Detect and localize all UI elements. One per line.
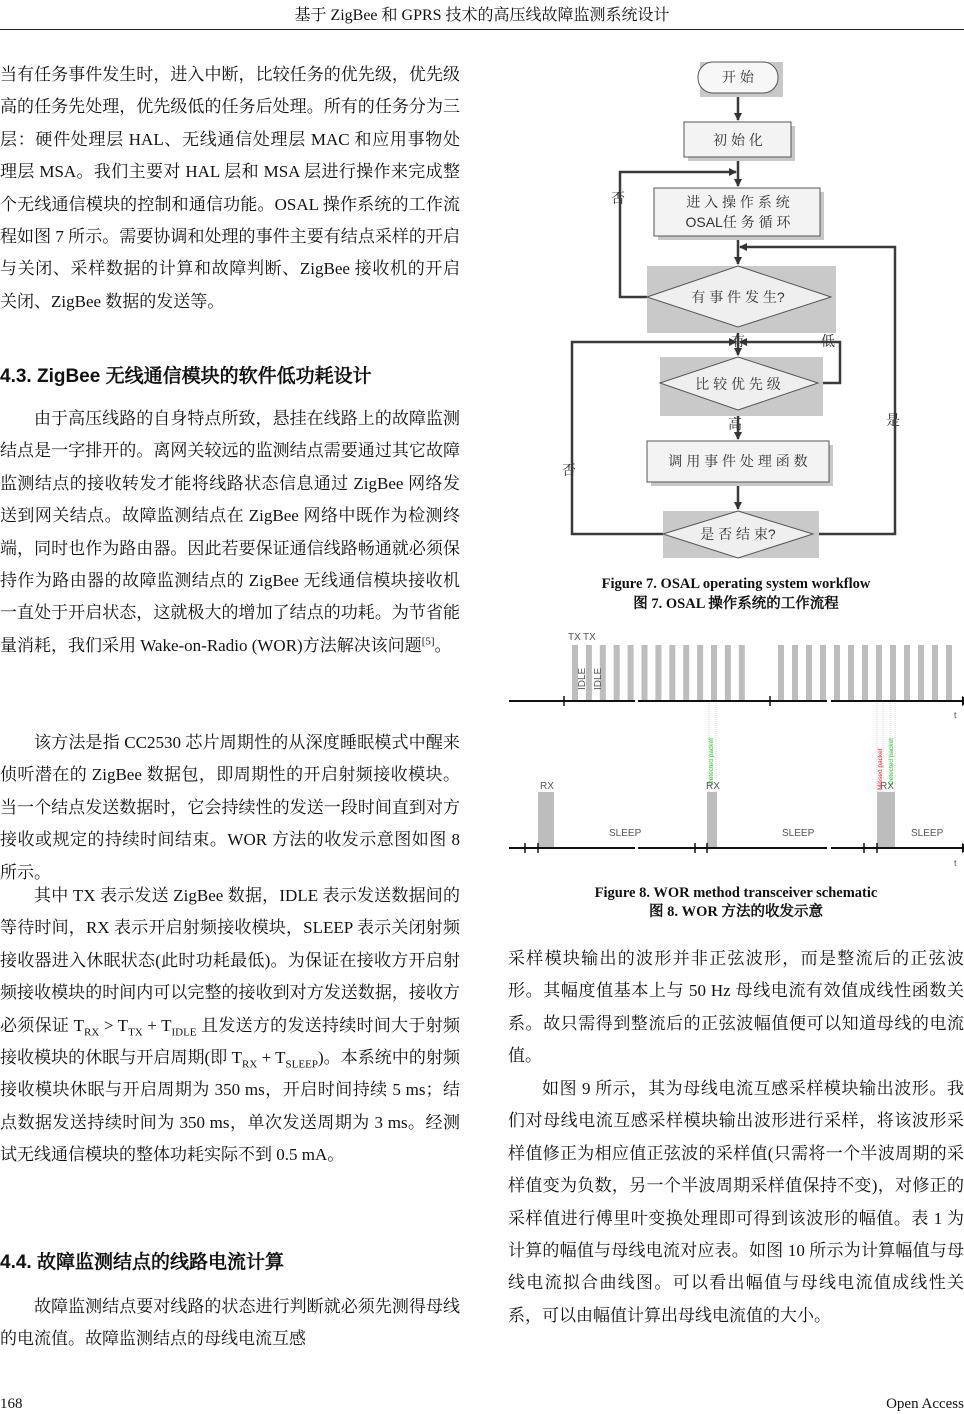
missed-packet-label: Missed packet [877,748,884,790]
enter-label-1: 进 入 操 作 系 统 [686,194,790,210]
call-label: 调 用 事 件 处 理 函 数 [668,453,808,469]
end-label: 是 否 结 束? [700,526,776,542]
tx-pulse [778,645,784,701]
idle-label: IDLE [577,667,588,690]
t: 其中 TX 表示发送 ZigBee 数据，IDLE 表示发送数据间的等待时间，RX 表示开启射频接收模块，SLEEP 表示关闭射频接收器进入休眠状态(此时功耗最低)。为保证在接收方开启射频接收模块的时间内可以完整的接收到对方发送数据，接收方必须保证 T [0,886,460,1035]
t: + T [142,1015,172,1035]
tx-pulse [697,645,703,701]
tx-pulse [848,645,854,701]
sub: RX [242,1058,258,1071]
paragraph-wor-params [0,880,460,1172]
section-heading-4-4: 4.4. 故障监测结点的线路电流计算 [0,1252,284,1273]
rx-label: RX [540,781,554,792]
tx-pulse [792,645,798,701]
tx-pulse [725,645,731,701]
event-label: 有 事 件 发 生? [691,289,785,305]
tx-pulse [655,645,661,701]
sleep-label: SLEEP [911,828,944,839]
no-label-2: 否 [562,462,576,478]
tx-pulse [890,645,896,701]
tx-pulse [683,645,689,701]
rx-window [538,792,554,848]
tx-pulse [834,645,840,701]
rx-label: RX [880,781,894,792]
sub: IDLE [171,1026,197,1039]
tx-pulse [918,645,924,701]
sub: RX [84,1026,100,1039]
tx-pulse [806,645,812,701]
p2-text: 由于高压线路的自身特点所致，悬挂在线路上的故障监测结点是一字排开的。离网关较远的监测结点需要通过其它故障监测结点的接收转发才能将线路状态信息通过 ZigBee 网络发送到网关结点。故障监测结点在 ZigBee 网络中既作为检测终端，同时也作为路由器。因此若要保证通信线路畅通就必须保持作为路由器的故障监测结点的 ZigBee 无线通信模块接收机一直处于开启状态，这就极大的增加了结点的功耗。为节省能量消耗，我们采用 Wake-on-Radio (WOR)方法解决该问题 [0,409,460,655]
figure-7-caption-zh: 图 7. OSAL 操作系统的工作流程 [633,596,839,612]
paragraph-fourier: 如图 9 所示，其为母线电流互感采样模块输出波形。我们对母线电流互感采样模块输出波形进行采样，将该波形采样值修正为相应值正弦波的采样值(只需将一个半波周期的采样值变为负数，另一个半波周期采样值保持不变)，对修正的采样值进行傅里叶变换处理即可得到该波形的幅值。表 1 为计算的幅值与母线电流对应表。如图 10 所示为计算幅值与母线电流拟合曲线图。可以看出幅值与母线电流值成线性关系，可以由幅值计算出母线电流值的大小。 [508,1079,964,1325]
t: + T [257,1048,286,1068]
figure-7-caption-en: Figure 7. OSAL operating system workflow [601,576,871,592]
no-label-1: 否 [611,190,625,206]
tx-pulse [932,645,938,701]
high-label: 高 [728,416,742,432]
citation-ref: [5] [421,635,435,648]
compare-label: 比 较 优 先 级 [695,376,781,392]
tx-pulse [642,645,648,701]
tx-pulse [614,645,620,701]
page-number: 168 [0,1396,23,1412]
tx-pulse [739,645,745,701]
sleep-label: SLEEP [782,828,815,839]
paragraph-rectified-wave: 采样模块输出的波形并非正弦波形，而是整流后的正弦波形。其幅度值基本上与 50 Hz 母线电流有效值成线性函数关系。故只需得到整流后的正弦波幅值便可以知道母线的电流值。 [508,949,964,1066]
time-axis-label: t [954,710,957,720]
figure-8-caption-en: Figure 8. WOR method transceiver schematic [594,885,878,901]
tx-pulse [904,645,910,701]
sub: SLEEP [285,1058,318,1071]
publisher: Open Access [886,1396,964,1412]
detected-packet-label: Detected packet [708,738,715,785]
tx-pulse [820,645,826,701]
low-label: 低 [821,333,835,349]
paragraph-osal: 当有任务事件发生时，进入中断，比较任务的优先级，优先级高的任务先处理，优先级低的任务后处理。所有的任务分为三层：硬件处理层 HAL、无线通信处理层 MAC 和应用事物处理层 MSA。我们主要对 HAL 层和 MSA 层进行操作来完成整个无线通信模块的控制和通信功能。OSAL 操作系统的工作流程如图 7 所示。需要协调和处理的事件主要有结点采样的开启与关闭、采样数据的计算和故障判断、ZigBee 接收机的开启关闭、ZigBee 数据的发送等。 [0,65,460,311]
tx-pulse [946,645,952,701]
section-heading-4-3: 4.3. ZigBee 无线通信模块的软件低功耗设计 [0,366,372,387]
t: )。本系统中的射频接收模块休眠与开启周期为 350 ms，开启时间持续 5 ms；结点数据发送持续时间为 350 ms，单次发送周期为 3 ms。经测试无线通信模块的整体功耗实际不到 0.5 mA。 [0,1048,460,1165]
detected-packet-label: Detected packet [888,738,895,785]
enter-label-2: OSAL任 务 循 环 [685,214,791,230]
tx-pulse [862,645,868,701]
tx-pulse [669,645,675,701]
sub: TX [128,1026,143,1039]
yes-label: 是 [886,412,900,428]
rx-window [707,792,717,848]
start-label: 开 始 [722,69,754,85]
t: 且发送方的发送持续时间大于射频接收模块的休眠与开启周期(即 T [0,1015,460,1068]
sleep-label: SLEEP [609,828,642,839]
tx-label: TX [583,632,596,643]
idle-label: IDLE [593,667,604,690]
paragraph-current-calc: 故障监测结点要对线路的状态进行判断就必须先测得母线的电流值。故障监测结点的母线电流互感 [0,1297,460,1349]
rx-label: RX [706,781,720,792]
init-label: 初 始 化 [713,132,763,148]
paragraph-wor-method: 该方法是指 CC2530 芯片周期性的从深度睡眠模式中醒来侦听潜在的 ZigBee 数据包，即周期性的开启射频接收模块。当一个结点发送数据时，它会持续性的发送一段时间直到对方接收或规定的持续时间结束。WOR 方法的收发示意图如图 8 所示。 [0,733,460,882]
tx-pulse [876,645,882,701]
tx-label: TX [568,632,581,643]
time-axis-label: t [954,858,957,868]
yes-event-label: 有 [731,333,745,349]
tx-pulse [711,645,717,701]
figure-8-caption-zh: 图 8. WOR 方法的收发示意 [649,904,823,920]
t: > T [99,1015,129,1035]
p2-end: 。 [434,635,452,655]
running-header: 基于 ZigBee 和 GPRS 技术的高压线故障监测系统设计 [294,7,670,24]
rx-window [877,792,895,848]
tx-pulse [628,645,634,701]
